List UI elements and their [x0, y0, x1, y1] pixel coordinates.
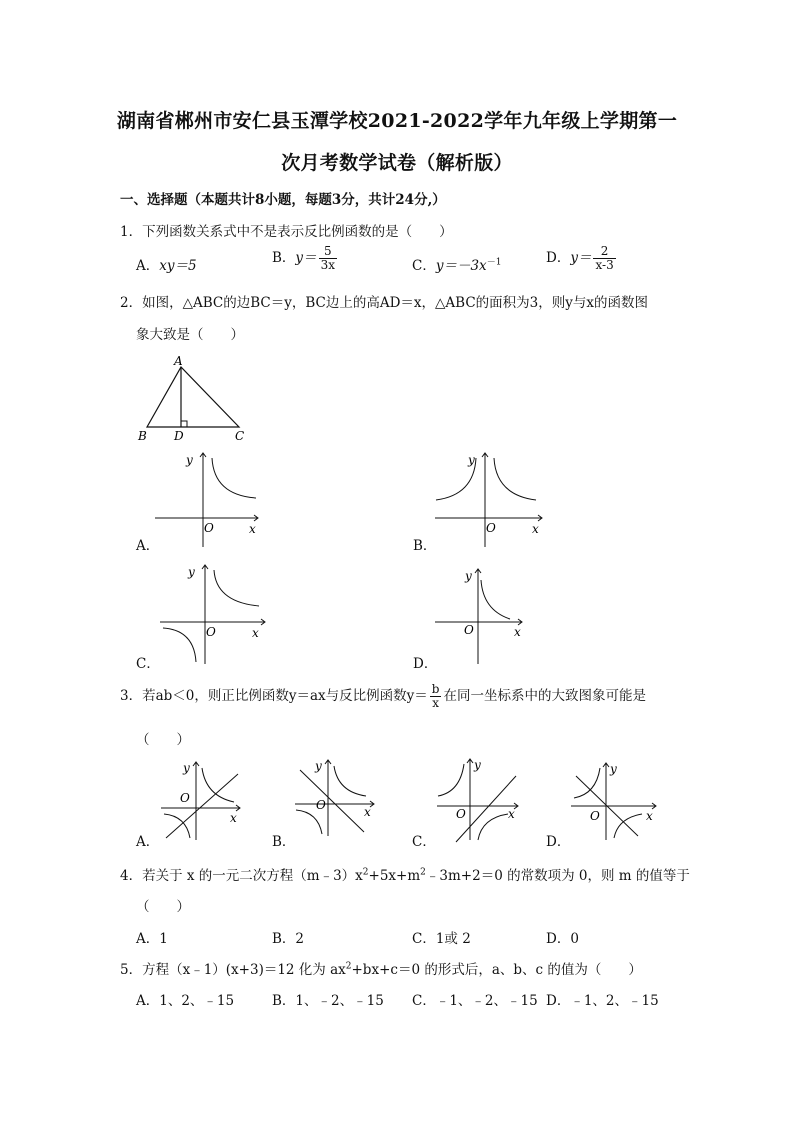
curve-q1	[212, 458, 256, 498]
origin-label: O	[456, 807, 466, 821]
curve-q3	[164, 814, 190, 838]
q5-option-b: B．1、﹣2、﹣15	[272, 993, 384, 1009]
q1-b-lhs: y＝	[295, 250, 317, 266]
q2-graph-a	[150, 450, 270, 550]
q1-stem: 1．下列函数关系式中不是表示反比例函数的是（ ）	[120, 224, 453, 240]
y-label: y	[465, 569, 472, 583]
q5-sup: 2	[345, 961, 352, 972]
curve-q1	[334, 766, 366, 796]
q5-stem	[120, 958, 642, 978]
y-label: y	[183, 761, 190, 775]
y-label: y	[474, 758, 481, 772]
q1-d-den: x-3	[595, 258, 614, 272]
q1-d-num: 2	[593, 245, 615, 259]
q3-graph-b	[292, 756, 382, 841]
q3-frac-den: x	[432, 696, 440, 710]
q2-graph-b	[430, 450, 550, 550]
q4-stem	[120, 864, 690, 884]
q1-option-c	[412, 254, 501, 274]
q2-stem-line2: 象大致是（ ）	[136, 327, 244, 343]
q3-stem-post: 在同一坐标系中的大致图象可能是	[443, 688, 646, 704]
q2-graph-d	[430, 566, 530, 666]
curve-q3	[163, 628, 196, 662]
q5-option-a: A．1、2、﹣15	[136, 993, 235, 1009]
origin-label: O	[590, 809, 600, 823]
origin-label: O	[206, 625, 216, 639]
q2-option-c-label: C．	[136, 656, 160, 672]
section-heading: 一、选择题（本题共计8小题，每题3分，共计24分,）	[120, 192, 446, 208]
curve-q4	[478, 814, 508, 840]
x-label: x	[252, 626, 259, 640]
q3-frac-num: b	[431, 682, 440, 696]
q1-option-a	[136, 254, 197, 274]
q1-d-fraction	[593, 245, 615, 272]
q5-option-c: C．﹣1、﹣2、﹣15	[412, 993, 538, 1009]
q4-option-c: C．1或 2	[412, 931, 471, 947]
q3-fraction	[430, 683, 442, 710]
curve-q2	[574, 768, 600, 798]
origin-label: O	[316, 798, 326, 812]
q1-d-label: D．	[546, 250, 571, 266]
label-a: A	[174, 354, 183, 368]
q5-option-d: D．﹣1、2、﹣15	[546, 993, 659, 1009]
page-title-line1: 湖南省郴州市安仁县玉潭学校2021-2022学年九年级上学期第一	[116, 110, 678, 132]
q1-a-expr: xy＝5	[159, 258, 197, 274]
q1-b-den: 3x	[320, 258, 335, 272]
q2-graph-c	[155, 562, 275, 666]
q5-stem-post: +bx+c＝0 的形式后，a、b、c 的值为（ ）	[351, 962, 642, 978]
y-label: y	[188, 565, 195, 579]
y-label: y	[186, 453, 193, 467]
curve-q1	[494, 458, 536, 500]
q5-stem-pre: 5．方程（x﹣1）(x+3)＝12 化为 ax	[120, 962, 346, 978]
curve-q1	[202, 768, 234, 802]
x-label: x	[364, 805, 371, 819]
q4-option-b: B．2	[272, 931, 305, 947]
y-label: y	[610, 762, 617, 776]
y-label: y	[315, 759, 322, 773]
q4-stem-post: ﹣3m+2＝0 的常数项为 0，则 m 的值等于	[425, 868, 690, 884]
x-label: x	[508, 807, 515, 821]
label-c: C	[235, 429, 245, 443]
x-label: x	[230, 811, 237, 825]
q1-b-num: 5	[319, 245, 337, 259]
curve-q2	[438, 764, 464, 796]
line-yax	[300, 770, 364, 832]
origin-label: O	[486, 521, 496, 535]
curve-q3	[296, 810, 322, 834]
x-label: x	[514, 625, 521, 639]
q1-d-lhs: y＝	[570, 250, 592, 266]
triangle-abc	[147, 367, 239, 427]
y-label: y	[468, 453, 475, 467]
x-label: x	[646, 809, 653, 823]
q1-c-label: C．	[412, 258, 436, 274]
q4-option-a: A．1	[136, 931, 168, 947]
label-d: D	[174, 429, 184, 443]
q3-stem-pre: 3．若ab＜0，则正比例函数y＝ax与反比例函数y＝	[120, 688, 428, 704]
origin-label: O	[180, 791, 190, 805]
curve-q1	[214, 570, 259, 606]
q3-option-c-label: C．	[412, 834, 436, 850]
q1-c-sup: －1	[486, 257, 502, 268]
origin-label: O	[204, 521, 214, 535]
q3-option-d-label: D．	[546, 834, 571, 850]
q4-stem-mid: +5x+m	[368, 868, 421, 884]
line-yax	[166, 774, 238, 838]
x-label: x	[532, 522, 539, 536]
q4-stem-pre: 4．若关于 x 的一元二次方程（m﹣3）x	[120, 868, 363, 884]
right-angle-mark	[181, 421, 187, 427]
q3-graph-a	[158, 758, 248, 843]
q4-sup1: 2	[362, 867, 369, 878]
q3-option-b-label: B．	[272, 834, 296, 850]
q3-graph-d	[568, 760, 662, 844]
q3-option-a-label: A．	[136, 834, 160, 850]
q2-stem-line1: 2．如图，△ABC的边BC＝y，BC边上的高AD＝x，△ABC的面积为3，则y与x的函数图	[120, 295, 648, 311]
q3-stem	[120, 683, 646, 710]
q4-sup2: 2	[420, 867, 426, 878]
label-b: B	[138, 429, 147, 443]
page-title-line2: 次月考数学试卷（解析版）	[281, 152, 513, 174]
q1-a-label: A．	[136, 258, 160, 274]
q2-option-a-label: A．	[136, 538, 160, 554]
q1-b-fraction	[319, 245, 337, 272]
q4-option-d: D．0	[546, 931, 579, 947]
origin-label: O	[464, 623, 474, 637]
q4-paren: （ ）	[136, 899, 190, 915]
q1-option-b	[272, 245, 339, 272]
q2-option-b-label: B．	[413, 538, 437, 554]
q2-option-d-label: D．	[413, 656, 438, 672]
curve-q1	[481, 580, 510, 619]
q1-option-d	[546, 245, 618, 272]
q1-b-label: B．	[272, 250, 296, 266]
triangle-figure	[130, 352, 260, 444]
q3-paren: （ ）	[136, 732, 190, 748]
q1-c-lhs: y＝－3x	[435, 258, 487, 274]
q3-graph-c	[434, 756, 524, 844]
x-label: x	[249, 522, 256, 536]
